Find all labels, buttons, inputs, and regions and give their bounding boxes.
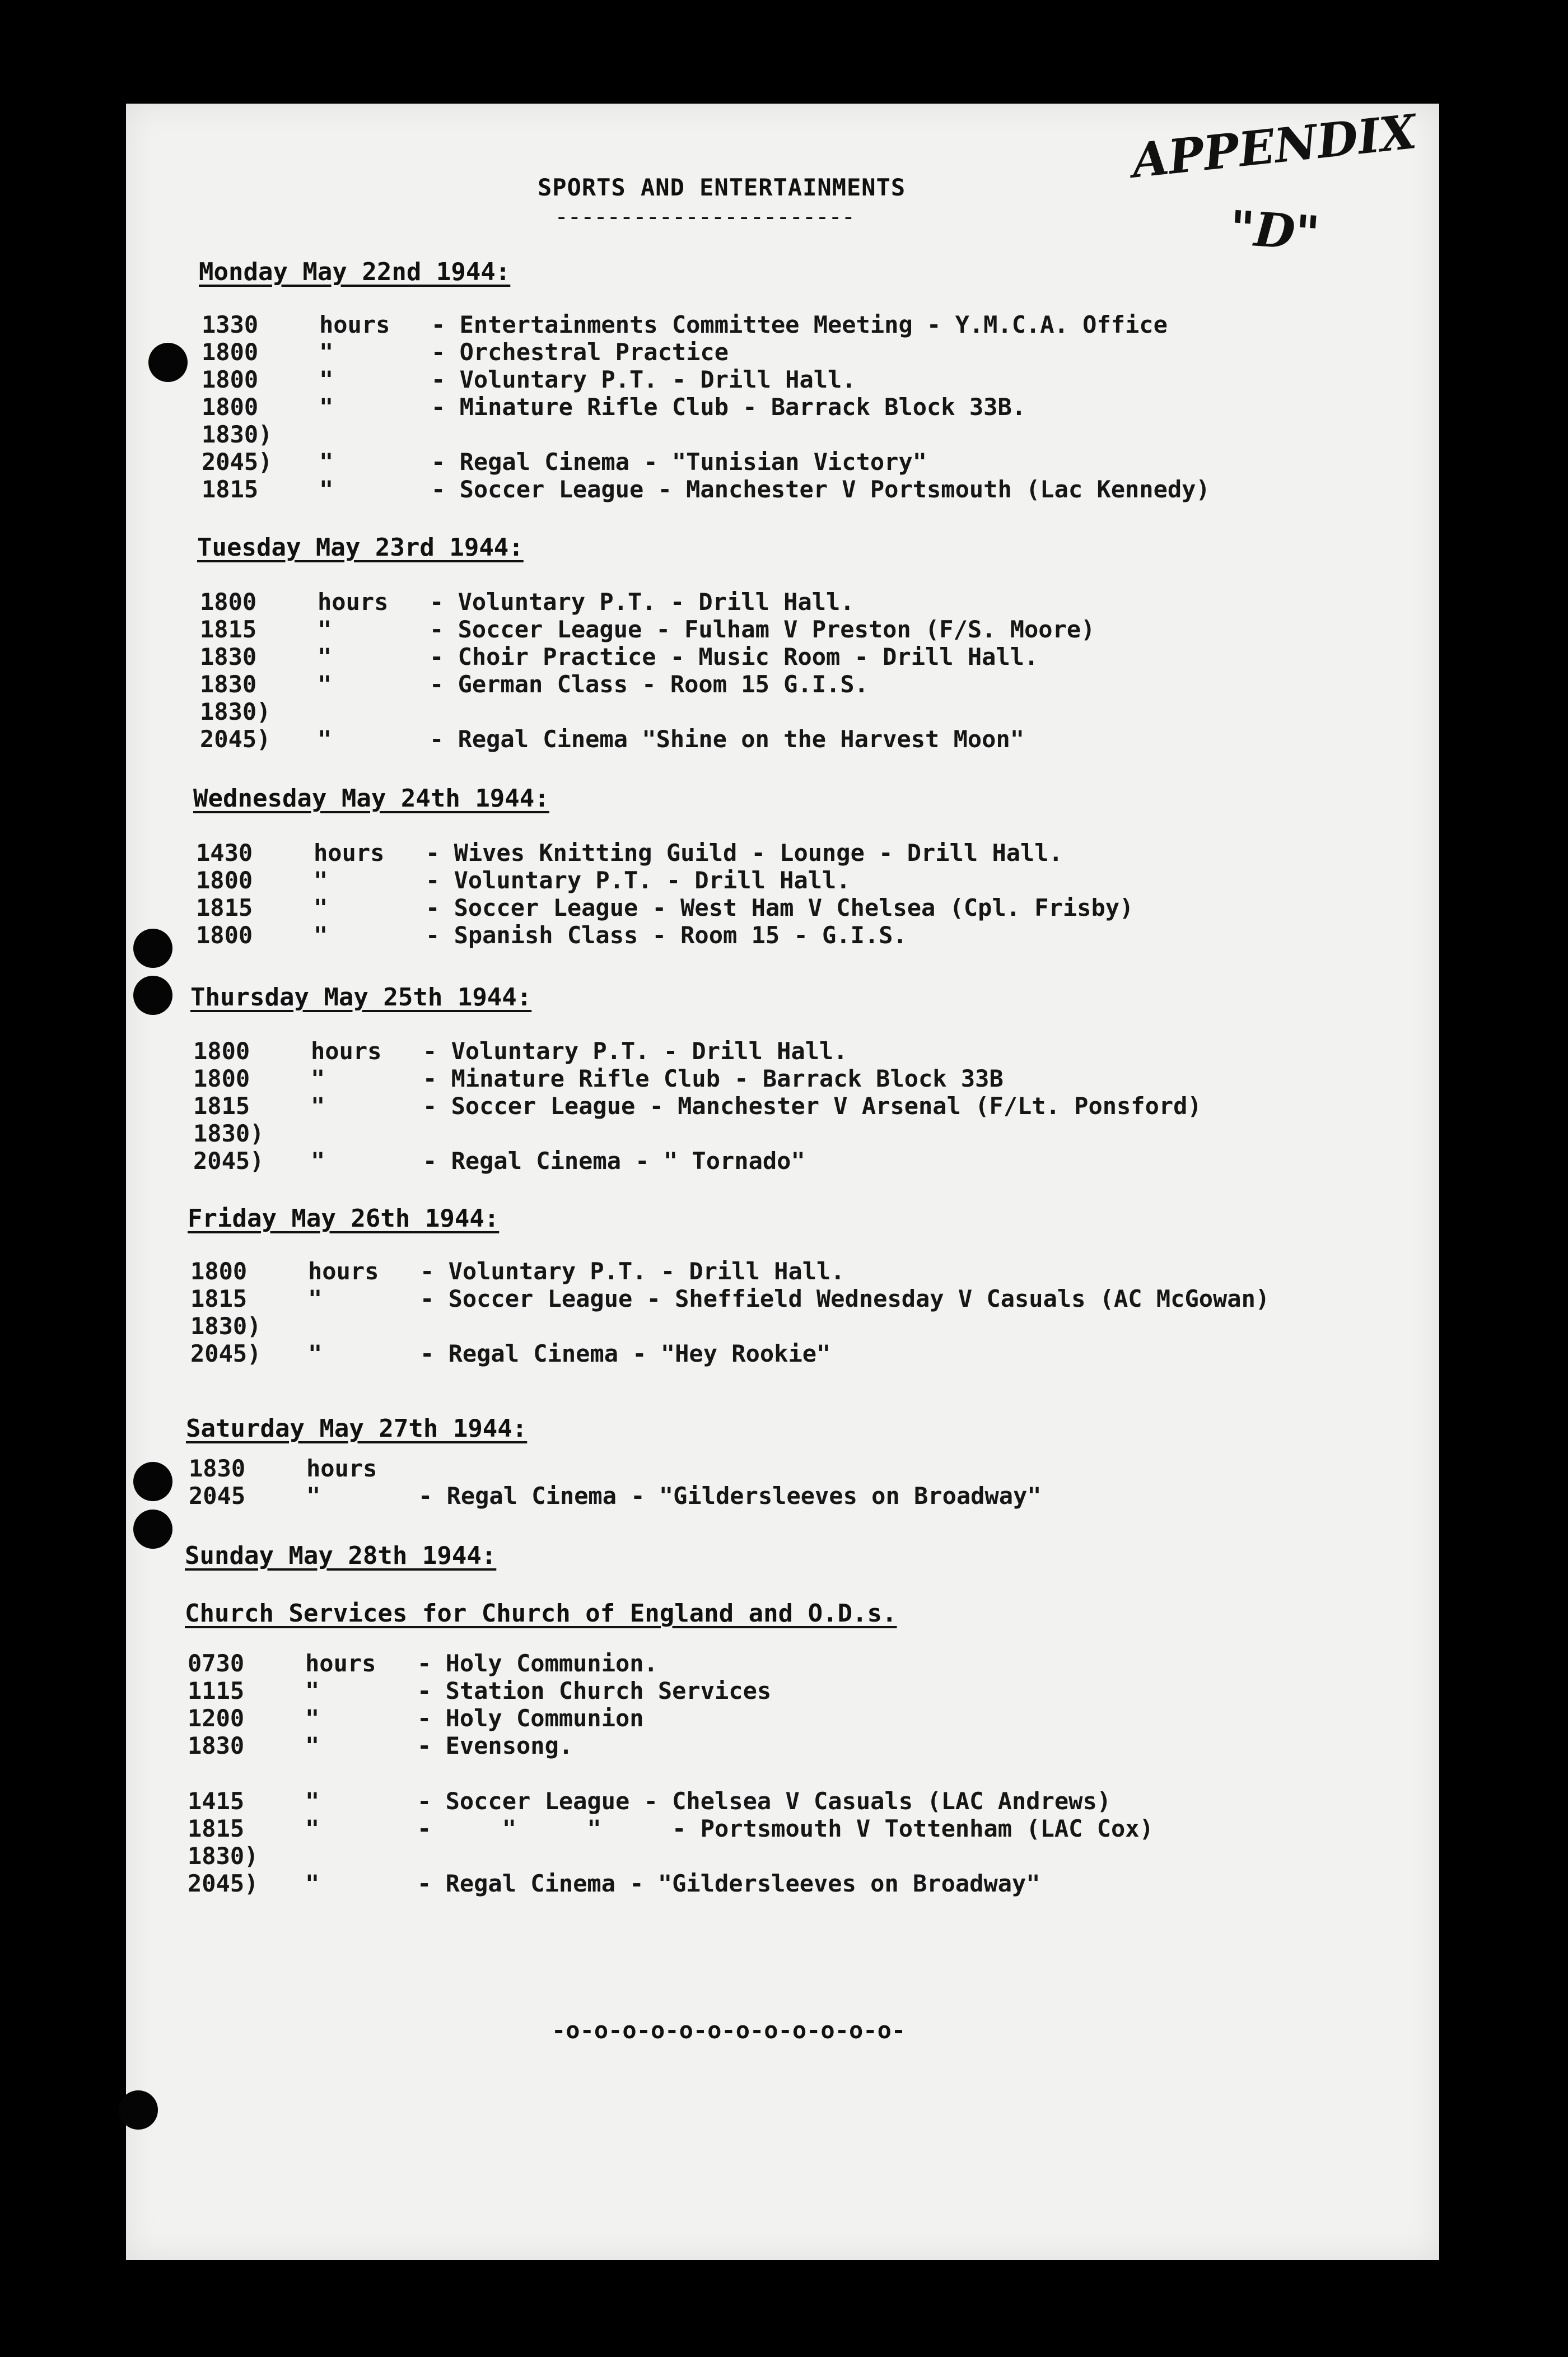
unit-cell: " [305, 1815, 320, 1842]
time-cell: 1830) [188, 1842, 259, 1870]
unit-cell: " [311, 1147, 325, 1175]
entry-cell: - Regal Cinema - "Tunisian Victory" [431, 448, 927, 476]
unit-cell: " [318, 725, 332, 753]
unit-cell: " [318, 643, 332, 670]
entry-cell: - German Class - Room 15 G.I.S. [430, 670, 869, 698]
unit-cell: " [314, 867, 328, 894]
time-cell: 1800 [193, 1065, 250, 1092]
schedule-row [193, 1065, 1004, 1092]
unit-cell: hours [308, 1257, 379, 1285]
unit-cell: hours [311, 1037, 382, 1065]
time-cell: 1830 [189, 1455, 246, 1482]
schedule-row [196, 839, 1063, 867]
entry-cell: - Station Church Services [417, 1677, 772, 1704]
time-cell: 1200 [188, 1704, 245, 1732]
unit-cell: " [319, 366, 334, 393]
document-title: SPORTS AND ENTERTAINMENTS [538, 174, 906, 201]
time-cell: 1430 [196, 839, 253, 867]
schedule-row [188, 1704, 644, 1732]
time-cell: 1415 [188, 1787, 245, 1815]
time-cell: 1830) [202, 421, 273, 448]
unit-cell: " [311, 1065, 325, 1092]
schedule-row [189, 1455, 418, 1482]
unit-cell: " [319, 338, 334, 366]
unit-cell: " [319, 393, 334, 421]
entry-cell: - Regal Cinema "Shine on the Harvest Moon" [430, 725, 1025, 753]
day-heading: Saturday May 27th 1944: [186, 1414, 528, 1443]
entry-cell: - " " - Portsmouth V Tottenham (LAC Cox) [417, 1815, 1154, 1842]
title-underline: ----------------------- [554, 203, 855, 230]
unit-cell: " [305, 1704, 320, 1732]
time-cell: 2045) [200, 725, 271, 753]
day-heading: Thursday May 25th 1944: [190, 983, 532, 1012]
time-cell: 1800 [202, 393, 259, 421]
punch-hole-3 [133, 976, 172, 1015]
schedule-row [202, 476, 1210, 503]
time-cell: 1800 [200, 588, 257, 616]
schedule-row [190, 1340, 830, 1367]
unit-cell: " [314, 894, 328, 921]
time-cell: 1115 [188, 1677, 245, 1704]
entry-cell: - Spanish Class - Room 15 - G.I.S. [426, 921, 907, 949]
schedule-row [202, 366, 856, 393]
time-cell: 1800 [202, 366, 259, 393]
unit-cell: " [308, 1340, 323, 1367]
entry-cell: - Regal Cinema - "Gildersleeves on Broadway" [418, 1482, 1042, 1510]
schedule-row [200, 725, 1024, 753]
entry-cell: - Voluntary P.T. - Drill Hall. [430, 588, 855, 616]
time-cell: 2045) [202, 448, 273, 476]
entry-cell: - Soccer League - Fulham V Preston (F/S. Moore) [430, 616, 1095, 643]
entry-cell: - Holy Communion [417, 1704, 644, 1732]
schedule-row [193, 1120, 423, 1147]
schedule-row [200, 698, 430, 725]
unit-cell: " [318, 670, 332, 698]
schedule-row [190, 1312, 420, 1340]
entry-cell: - Voluntary P.T. - Drill Hall. [426, 867, 851, 894]
time-cell: 1830) [190, 1312, 262, 1340]
unit-cell: " [308, 1285, 323, 1312]
unit-cell: hours [306, 1455, 377, 1482]
schedule-row [190, 1257, 845, 1285]
time-cell: 1830) [193, 1120, 264, 1147]
schedule-row [188, 1650, 658, 1677]
unit-cell: " [305, 1787, 320, 1815]
entry-cell: - Regal Cinema - "Hey Rookie" [420, 1340, 831, 1367]
schedule-row [202, 393, 1026, 421]
schedule-row [189, 1482, 1042, 1510]
entry-cell: - Soccer League - Manchester V Portsmouth (Lac Kennedy) [431, 476, 1210, 503]
day-heading: Friday May 26th 1944: [188, 1204, 500, 1233]
schedule-row [188, 1870, 1040, 1897]
schedule-row [196, 921, 907, 949]
entry-cell: - Regal Cinema - " Tornado" [423, 1147, 805, 1175]
day-heading: Church Services for Church of England and O.D.s. [185, 1599, 897, 1628]
handwritten-line-1: APPENDIX [1129, 103, 1419, 189]
schedule-row [200, 588, 855, 616]
time-cell: 1815 [200, 616, 257, 643]
entry-cell: - Soccer League - Chelsea V Casuals (LAC Andrews) [417, 1787, 1112, 1815]
time-cell: 0730 [188, 1650, 245, 1677]
schedule-row [188, 1677, 771, 1704]
time-cell: 1815 [202, 476, 259, 503]
time-cell: 1830 [200, 670, 257, 698]
entry-cell: - Soccer League - Sheffield Wednesday V Casuals (AC McGowan) [420, 1285, 1270, 1312]
time-cell: 2045) [188, 1870, 259, 1897]
entry-cell: - Regal Cinema - "Gildersleeves on Broadway" [417, 1870, 1040, 1897]
time-cell: 1800 [202, 338, 259, 366]
schedule-row [200, 616, 1095, 643]
entry-cell: - Minature Rifle Club - Barrack Block 33B. [431, 393, 1026, 421]
schedule-row [196, 867, 851, 894]
schedule-row [190, 1285, 1270, 1312]
schedule-row [188, 1842, 417, 1870]
time-cell: 1330 [202, 311, 259, 338]
time-cell: 1800 [196, 867, 253, 894]
entry-cell: - Soccer League - Manchester V Arsenal (F/Lt. Ponsford) [423, 1092, 1202, 1120]
entry-cell: - Choir Practice - Music Room - Drill Hall. [430, 643, 1039, 670]
handwritten-line-2: "D" [1228, 199, 1322, 262]
punch-hole-2 [133, 929, 172, 968]
time-cell: 1800 [190, 1257, 248, 1285]
time-cell: 1830 [188, 1732, 245, 1759]
entry-cell: - Entertainments Committee Meeting - Y.M.C.A. Office [431, 311, 1168, 338]
handwritten-annotation [1129, 103, 1419, 289]
unit-cell: hours [319, 311, 390, 338]
schedule-row [202, 421, 431, 448]
entry-cell: - Minature Rifle Club - Barrack Block 33B [423, 1065, 1004, 1092]
schedule-row [193, 1092, 1202, 1120]
time-cell: 1800 [196, 921, 253, 949]
unit-cell: " [319, 448, 334, 476]
punch-hole-5 [133, 1510, 172, 1549]
entry-cell: - Orchestral Practice [431, 338, 729, 366]
entry-cell: - Voluntary P.T. - Drill Hall. [423, 1037, 848, 1065]
schedule-row [200, 670, 869, 698]
unit-cell: hours [318, 588, 389, 616]
entry-cell: - Soccer League - West Ham V Chelsea (Cpl. Frisby) [426, 894, 1134, 921]
unit-cell: " [305, 1732, 320, 1759]
unit-cell: " [314, 921, 328, 949]
schedule-row [196, 894, 1133, 921]
unit-cell: hours [314, 839, 385, 867]
schedule-row [200, 643, 1038, 670]
day-heading: Sunday May 28th 1944: [185, 1541, 497, 1570]
punch-hole-4 [133, 1462, 172, 1501]
schedule-row [202, 311, 1168, 338]
entry-cell: - Holy Communion. [417, 1650, 658, 1677]
schedule-row [202, 338, 729, 366]
time-cell: 1815 [188, 1815, 245, 1842]
unit-cell: " [305, 1677, 320, 1704]
unit-cell: " [311, 1092, 325, 1120]
unit-cell: " [318, 616, 332, 643]
time-cell: 1815 [196, 894, 253, 921]
day-heading: Monday May 22nd 1944: [199, 258, 511, 286]
time-cell: 2045) [190, 1340, 262, 1367]
schedule-row [202, 448, 927, 476]
entry-cell: - Wives Knitting Guild - Lounge - Drill Hall. [426, 839, 1063, 867]
unit-cell: " [305, 1870, 320, 1897]
entry-cell: - Evensong. [417, 1732, 573, 1759]
schedule-row [188, 1732, 573, 1759]
entry-cell: - Voluntary P.T. - Drill Hall. [420, 1257, 845, 1285]
schedule-row [188, 1815, 1154, 1842]
punch-hole-1 [148, 343, 188, 382]
unit-cell: " [319, 476, 334, 503]
punch-hole-6 [119, 2090, 158, 2130]
time-cell: 1800 [193, 1037, 250, 1065]
time-cell: 1830) [200, 698, 271, 725]
unit-cell: " [306, 1482, 321, 1510]
time-cell: 2045) [193, 1147, 264, 1175]
time-cell: 1815 [190, 1285, 248, 1312]
time-cell: 1815 [193, 1092, 250, 1120]
entry-cell: - Voluntary P.T. - Drill Hall. [431, 366, 856, 393]
schedule-row [188, 1787, 1111, 1815]
schedule-row [193, 1147, 805, 1175]
footer-rule: -o-o-o-o-o-o-o-o-o-o-o-o- [552, 2016, 906, 2044]
unit-cell: hours [305, 1650, 376, 1677]
time-cell: 1830 [200, 643, 257, 670]
day-heading: Tuesday May 23rd 1944: [197, 533, 524, 562]
day-heading: Wednesday May 24th 1944: [193, 784, 549, 813]
time-cell: 2045 [189, 1482, 246, 1510]
schedule-row [193, 1037, 848, 1065]
